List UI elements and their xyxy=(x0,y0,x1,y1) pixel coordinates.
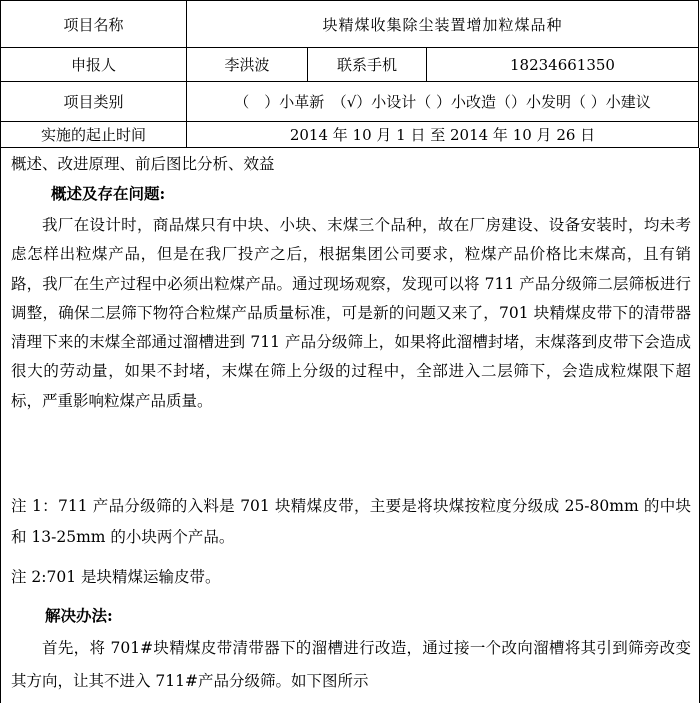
section-header: 概述、改进原理、前后图比分析、效益 xyxy=(11,155,275,173)
phone-value: 18234661350 xyxy=(427,48,699,82)
project-name-row xyxy=(1,1,699,48)
solution-title: 解决办法: xyxy=(45,606,113,625)
note-1: 注 1：711 产品分级筛的入料是 701 块精煤皮带，主要是将块煤按粒度分级成 25-80mm 的中块和 13-25mm 的小块两个产品。 xyxy=(11,497,691,546)
category-label: 项目类别 xyxy=(1,82,187,122)
overview-title: 概述及存在问题: xyxy=(51,184,166,203)
overview-paragraph: 我厂在设计时，商品煤只有中块、小块、末煤三个品种，故在厂房建设、设备安装时，均未考虑怎样出粒煤产品，但是在我厂投产之后，根据集团公司要求，粒煤产品价格比末煤高，且有销路，我厂在生产过程中必须出粒煤产品。通过现场观察，发现可以将 711 产品分级筛二层筛板进行调整，确保二层筛下物符合粒煤产品质量标准，可是新的问题又来了，701 块精煤皮带下的清带器清理下来的末煤全部通过溜槽进到 711 产品分级筛上，如果将此溜槽封堵，末煤落到皮带下会造成很大的劳动量，如果不封堵，末煤在筛上分级的过程中，全部进入二层筛下，会造成粒煤限下超标，严重影响粒煤产品质量。 xyxy=(11,216,691,410)
note-2: 注 2:701 是块精煤运输皮带。 xyxy=(11,568,221,586)
applicant-value: 李洪波 xyxy=(187,48,308,82)
project-name-value: 块精煤收集除尘装置增加粒煤品种 xyxy=(187,1,699,48)
period-row xyxy=(1,122,699,148)
applicant-row xyxy=(1,48,699,82)
period-value: 2014 年 10 月 1 日 至 2014 年 10 月 26 日 xyxy=(187,122,699,148)
project-name-label: 项目名称 xyxy=(1,1,187,48)
category-options: （ ）小革新 （√）小设计（ ）小改造（）小发明（ ）小建议 xyxy=(187,82,699,122)
category-row xyxy=(1,82,699,122)
period-label: 实施的起止时间 xyxy=(1,122,187,148)
applicant-label: 申报人 xyxy=(1,48,187,82)
solution-paragraph: 首先，将 701#块精煤皮带清带器下的溜槽进行改造，通过接一个改向溜槽将其引到筛旁改变其方向，让其不进入 711#产品分级筛。如下图所示 xyxy=(11,639,691,690)
project-info-table xyxy=(0,0,699,148)
content-cell xyxy=(0,148,700,703)
phone-label: 联系手机 xyxy=(308,48,427,82)
